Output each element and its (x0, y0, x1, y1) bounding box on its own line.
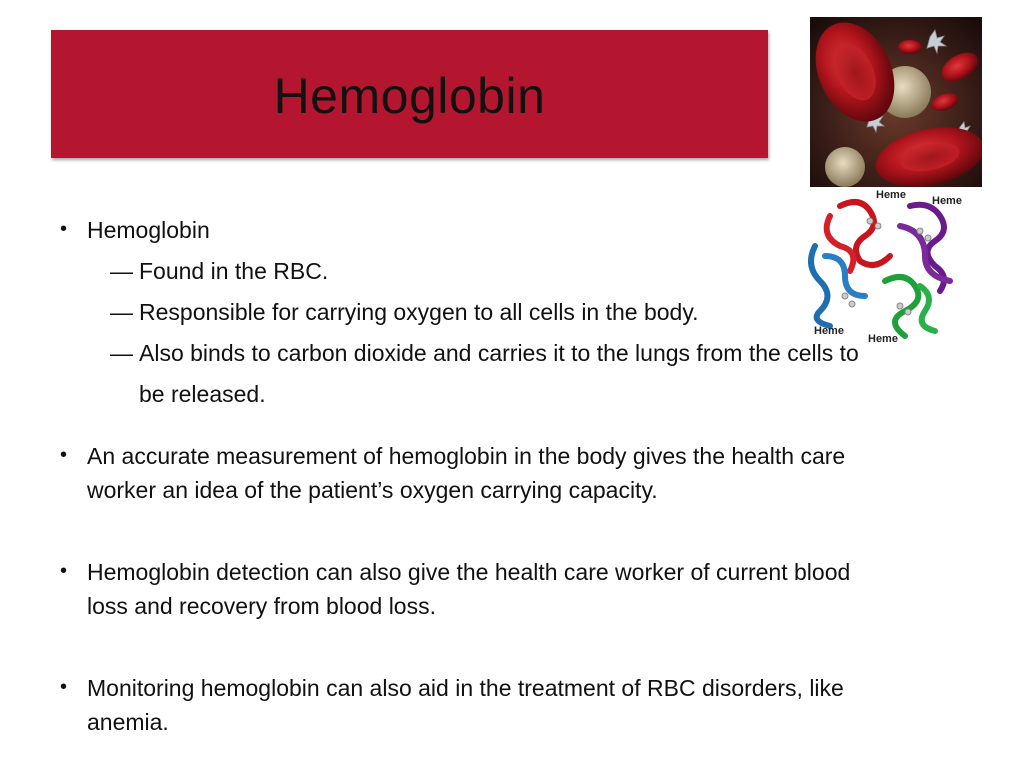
sub-bullet-symbol: — (110, 258, 133, 284)
bullet-text: An accurate measurement of hemoglobin in the body gives the health care (87, 443, 846, 469)
bullet-text: Monitoring hemoglobin can also aid in the treatment of RBC disorders, like (87, 675, 844, 701)
sub-bullet-text: be released. (139, 381, 266, 407)
bullet-text: Hemoglobin (87, 217, 210, 243)
red-blood-cells-photo (810, 17, 982, 187)
sub-bullet-text: Found in the RBC. (139, 258, 329, 284)
bullet-symbol: • (60, 676, 68, 698)
bullet-text: anemia. (87, 709, 169, 735)
sub-bullet-symbol: — (110, 340, 133, 366)
sub-bullet-text: Responsible for carrying oxygen to all cells in the body. (139, 299, 699, 325)
bullet-symbol: • (60, 444, 68, 466)
bullet-text: worker an idea of the patient’s oxygen carrying capacity. (87, 477, 658, 503)
hemoglobin-molecule-diagram (800, 186, 972, 346)
title-bar (51, 30, 768, 158)
heme-label: Heme (814, 325, 844, 337)
bullet-text: loss and recovery from blood loss. (87, 593, 436, 619)
slide-title: Hemoglobin (273, 68, 546, 124)
sub-bullet-text: Also binds to carbon dioxide and carries it to the lungs from the cells to (139, 340, 859, 366)
bullet-symbol: • (60, 560, 68, 582)
heme-label: Heme (868, 333, 898, 345)
heme-label: Heme (932, 195, 962, 207)
heme-label: Heme (876, 189, 906, 201)
bullet-text: Hemoglobin detection can also give the health care worker of current blood (87, 559, 851, 585)
sub-bullet-symbol: — (110, 299, 133, 325)
bullet-symbol: • (60, 218, 68, 240)
